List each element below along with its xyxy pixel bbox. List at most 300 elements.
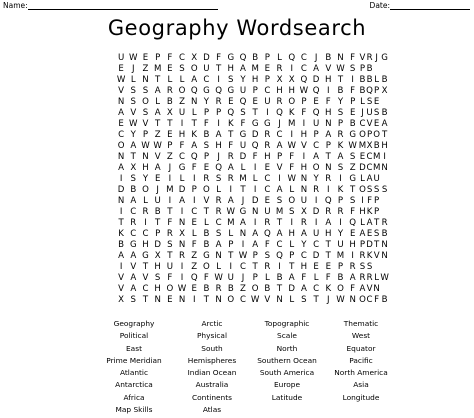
grid-letter[interactable]: P <box>289 251 295 262</box>
grid-letter[interactable]: R <box>215 284 222 295</box>
grid-letter[interactable]: U <box>117 53 125 63</box>
grid-letter[interactable]: V <box>130 108 137 119</box>
grid-letter[interactable]: B <box>264 284 271 295</box>
grid-letter[interactable]: P <box>359 240 366 251</box>
grid-letter[interactable]: B <box>203 229 210 240</box>
grid-letter[interactable]: I <box>327 185 330 196</box>
grid-letter[interactable]: R <box>337 130 344 141</box>
grid-letter[interactable]: O <box>203 262 210 273</box>
grid-letter[interactable]: N <box>276 295 283 306</box>
grid-letter[interactable]: J <box>241 196 245 207</box>
grid-letter[interactable]: R <box>215 97 222 108</box>
date-line[interactable] <box>390 2 470 10</box>
grid-letter[interactable]: Z <box>166 152 173 163</box>
grid-letter[interactable]: C <box>239 295 246 306</box>
grid-letter[interactable]: J <box>217 152 220 163</box>
grid-letter[interactable]: Q <box>190 86 198 97</box>
grid-letter[interactable]: A <box>191 75 198 86</box>
grid-letter[interactable]: F <box>301 273 307 284</box>
grid-letter[interactable]: G <box>349 174 356 185</box>
grid-letter[interactable]: A <box>240 64 246 75</box>
grid-letter[interactable]: P <box>264 75 270 86</box>
grid-letter[interactable]: H <box>300 130 308 141</box>
grid-letter[interactable]: H <box>349 240 356 251</box>
grid-letter[interactable]: F <box>203 119 209 130</box>
grid-letter[interactable]: R <box>130 218 137 229</box>
grid-letter[interactable]: O <box>359 185 366 196</box>
grid-letter[interactable]: L <box>240 163 246 174</box>
grid-letter[interactable]: C <box>179 53 186 63</box>
grid-letter[interactable]: L <box>130 75 136 86</box>
grid-letter[interactable]: V <box>118 86 125 97</box>
grid-letter[interactable]: P <box>155 53 161 63</box>
grid-letter[interactable]: L <box>155 97 161 108</box>
grid-letter[interactable]: F <box>216 53 222 63</box>
grid-letter[interactable]: T <box>325 251 331 262</box>
grid-letter[interactable]: O <box>142 185 149 196</box>
grid-letter[interactable]: F <box>264 240 270 251</box>
grid-letter[interactable]: L <box>289 185 295 196</box>
grid-letter[interactable]: B <box>366 75 373 86</box>
grid-letter[interactable]: B <box>325 53 332 63</box>
grid-letter[interactable]: S <box>130 97 137 108</box>
grid-letter[interactable]: S <box>366 185 373 196</box>
grid-letter[interactable]: H <box>142 240 149 251</box>
grid-letter[interactable]: F <box>374 295 380 306</box>
grid-letter[interactable]: B <box>118 240 125 251</box>
grid-letter[interactable]: P <box>374 196 380 207</box>
grid-letter[interactable]: E <box>191 284 197 295</box>
grid-letter[interactable]: C <box>264 86 271 97</box>
grid-letter[interactable]: M <box>372 152 381 163</box>
grid-letter[interactable]: O <box>288 97 296 108</box>
grid-letter[interactable]: I <box>119 262 123 273</box>
grid-letter[interactable]: N <box>251 207 259 218</box>
grid-letter[interactable]: D <box>288 284 296 295</box>
grid-letter[interactable]: L <box>252 174 258 185</box>
grid-letter[interactable]: L <box>374 273 380 284</box>
grid-letter[interactable]: P <box>203 152 209 163</box>
grid-letter[interactable]: W <box>129 53 138 63</box>
grid-letter[interactable]: E <box>359 152 366 163</box>
grid-letter[interactable]: E <box>313 97 319 108</box>
grid-letter[interactable]: Y <box>142 174 149 185</box>
grid-letter[interactable]: T <box>167 207 173 218</box>
grid-letter[interactable]: H <box>288 229 295 240</box>
grid-letter[interactable]: I <box>192 196 196 207</box>
grid-letter[interactable]: P <box>359 64 366 75</box>
grid-letter[interactable]: T <box>130 152 136 163</box>
grid-letter[interactable]: A <box>276 141 283 152</box>
grid-letter[interactable]: V <box>373 251 380 262</box>
grid-letter[interactable]: B <box>349 119 356 130</box>
grid-letter[interactable]: T <box>337 75 344 86</box>
grid-letter[interactable]: L <box>313 273 319 284</box>
grid-letter[interactable]: F <box>289 163 295 174</box>
grid-letter[interactable]: T <box>167 251 173 262</box>
grid-letter[interactable]: A <box>118 251 125 262</box>
grid-letter[interactable]: E <box>349 108 356 119</box>
grid-letter[interactable]: M <box>251 64 259 75</box>
grid-letter[interactable]: P <box>167 141 173 152</box>
grid-letter[interactable]: N <box>381 251 388 262</box>
grid-letter[interactable]: X <box>179 229 185 240</box>
grid-letter[interactable]: F <box>252 152 258 163</box>
grid-letter[interactable]: P <box>191 185 197 196</box>
grid-letter[interactable]: H <box>154 284 161 295</box>
grid-letter[interactable]: L <box>143 196 148 207</box>
grid-letter[interactable]: R <box>359 273 366 284</box>
grid-letter[interactable]: F <box>350 284 356 295</box>
grid-letter[interactable]: F <box>203 273 209 284</box>
grid-letter[interactable]: T <box>228 251 234 262</box>
grid-letter[interactable]: K <box>288 108 295 119</box>
grid-letter[interactable]: C <box>142 229 149 240</box>
grid-letter[interactable]: Q <box>190 152 198 163</box>
grid-letter[interactable]: I <box>278 262 281 273</box>
grid-letter[interactable]: A <box>227 163 234 174</box>
grid-letter[interactable]: A <box>325 218 332 229</box>
grid-letter[interactable]: E <box>264 64 271 75</box>
grid-letter[interactable]: T <box>142 262 149 273</box>
grid-letter[interactable]: G <box>203 86 210 97</box>
grid-letter[interactable]: Q <box>215 163 222 174</box>
grid-letter[interactable]: Z <box>191 251 198 262</box>
grid-letter[interactable]: P <box>325 141 331 152</box>
grid-letter[interactable]: T <box>240 185 246 196</box>
grid-letter[interactable]: D <box>239 152 247 163</box>
grid-letter[interactable]: C <box>313 284 320 295</box>
grid-letter[interactable]: F <box>289 152 295 163</box>
grid-letter[interactable]: Y <box>203 97 210 108</box>
grid-letter[interactable]: I <box>253 163 257 174</box>
grid-letter[interactable]: M <box>372 163 381 174</box>
grid-letter[interactable]: U <box>166 262 173 273</box>
grid-letter[interactable]: I <box>361 196 364 207</box>
grid-letter[interactable]: R <box>349 262 356 273</box>
grid-letter[interactable]: Q <box>312 108 320 119</box>
grid-letter[interactable]: I <box>266 108 269 119</box>
grid-letter[interactable]: N <box>142 75 149 86</box>
grid-letter[interactable]: S <box>337 108 344 119</box>
grid-letter[interactable]: C <box>313 141 320 152</box>
grid-letter[interactable]: M <box>227 218 235 229</box>
grid-letter[interactable]: B <box>359 75 366 86</box>
grid-letter[interactable]: S <box>130 174 137 185</box>
grid-letter[interactable]: C <box>300 251 307 262</box>
grid-letter[interactable]: P <box>252 273 258 284</box>
grid-letter[interactable]: V <box>359 53 366 63</box>
grid-letter[interactable]: M <box>153 64 162 75</box>
grid-letter[interactable]: X <box>381 86 388 97</box>
grid-letter[interactable]: G <box>239 130 247 141</box>
grid-letter[interactable]: N <box>191 97 198 108</box>
grid-letter[interactable]: X <box>288 75 295 86</box>
grid-letter[interactable]: Q <box>288 53 296 63</box>
grid-letter[interactable]: S <box>215 229 222 240</box>
grid-letter[interactable]: C <box>191 207 198 218</box>
grid-letter[interactable]: L <box>179 174 185 185</box>
grid-letter[interactable]: I <box>168 196 172 207</box>
grid-letter[interactable]: B <box>276 273 283 284</box>
grid-letter[interactable]: U <box>312 229 320 240</box>
grid-letter[interactable]: S <box>142 108 149 119</box>
grid-letter[interactable]: E <box>167 64 173 75</box>
grid-letter[interactable]: X <box>366 141 373 152</box>
grid-letter[interactable]: A <box>313 64 320 75</box>
grid-letter[interactable]: C <box>239 262 246 273</box>
grid-letter[interactable]: E <box>373 97 380 108</box>
grid-letter[interactable]: R <box>381 218 388 229</box>
grid-letter[interactable]: I <box>180 273 184 284</box>
grid-letter[interactable]: R <box>337 207 344 218</box>
grid-letter[interactable]: Q <box>239 97 247 108</box>
grid-letter[interactable]: R <box>227 174 234 185</box>
grid-letter[interactable]: E <box>313 262 319 273</box>
grid-letter[interactable]: A <box>349 273 356 284</box>
grid-letter[interactable]: I <box>119 207 123 218</box>
grid-letter[interactable]: V <box>118 284 125 295</box>
grid-letter[interactable]: Q <box>276 251 283 262</box>
grid-letter[interactable]: H <box>154 262 161 273</box>
grid-letter[interactable]: E <box>167 295 173 306</box>
grid-letter[interactable]: W <box>238 251 248 262</box>
grid-letter[interactable]: A <box>227 196 234 207</box>
grid-letter[interactable]: I <box>302 152 306 163</box>
grid-letter[interactable]: W <box>250 295 260 306</box>
grid-letter[interactable]: V <box>142 273 149 284</box>
grid-letter[interactable]: X <box>154 251 161 262</box>
grid-letter[interactable]: S <box>359 262 366 273</box>
grid-letter[interactable]: I <box>229 185 233 196</box>
grid-letter[interactable]: L <box>179 75 185 86</box>
grid-letter[interactable]: F <box>350 53 356 63</box>
grid-letter[interactable]: B <box>203 240 210 251</box>
grid-letter[interactable]: N <box>215 295 222 306</box>
grid-letter[interactable]: Z <box>240 284 246 295</box>
grid-letter[interactable]: H <box>178 130 186 141</box>
grid-letter[interactable]: K <box>366 207 373 218</box>
grid-letter[interactable]: H <box>264 152 271 163</box>
grid-letter[interactable]: S <box>179 64 185 75</box>
grid-letter[interactable]: A <box>252 240 259 251</box>
grid-letter[interactable]: F <box>325 273 331 284</box>
grid-letter[interactable]: R <box>166 86 173 97</box>
grid-letter[interactable]: S <box>381 185 388 196</box>
grid-letter[interactable]: D <box>203 53 210 63</box>
grid-letter[interactable]: V <box>325 64 332 75</box>
grid-letter[interactable]: T <box>350 185 356 196</box>
grid-letter[interactable]: C <box>130 207 137 218</box>
grid-letter[interactable]: L <box>264 273 270 284</box>
grid-letter[interactable]: N <box>300 185 308 196</box>
grid-letter[interactable]: Q <box>324 196 332 207</box>
grid-letter[interactable]: N <box>373 284 380 295</box>
grid-letter[interactable]: H <box>325 229 332 240</box>
grid-letter[interactable]: H <box>276 86 283 97</box>
grid-letter[interactable]: Q <box>312 86 320 97</box>
grid-letter[interactable]: A <box>252 229 259 240</box>
grid-letter[interactable]: O <box>359 295 366 306</box>
grid-letter[interactable]: A <box>130 141 137 152</box>
grid-letter[interactable]: R <box>359 251 366 262</box>
grid-letter[interactable]: S <box>276 196 283 207</box>
grid-letter[interactable]: R <box>179 251 186 262</box>
grid-letter[interactable]: G <box>227 53 235 63</box>
grid-letter[interactable]: V <box>203 196 210 207</box>
grid-letter[interactable]: V <box>154 152 161 163</box>
grid-letter[interactable]: L <box>191 229 197 240</box>
grid-letter[interactable]: A <box>325 130 332 141</box>
grid-letter[interactable]: L <box>360 97 365 108</box>
name-line[interactable] <box>28 2 218 10</box>
grid-letter[interactable]: C <box>118 130 125 141</box>
grid-letter[interactable]: M <box>239 174 247 185</box>
grid-letter[interactable]: J <box>361 108 364 119</box>
grid-letter[interactable]: P <box>366 130 373 141</box>
grid-letter[interactable]: O <box>359 130 366 141</box>
grid-letter[interactable]: I <box>290 218 293 229</box>
grid-letter[interactable]: N <box>178 240 186 251</box>
grid-letter[interactable]: F <box>167 273 173 284</box>
grid-letter[interactable]: I <box>144 218 147 229</box>
grid-letter[interactable]: I <box>168 174 172 185</box>
grid-letter[interactable]: I <box>192 174 196 185</box>
grid-letter[interactable]: U <box>366 108 373 119</box>
grid-letter[interactable]: T <box>191 119 197 130</box>
grid-letter[interactable]: R <box>313 185 320 196</box>
grid-letter[interactable]: B <box>130 185 137 196</box>
grid-letter[interactable]: I <box>290 64 293 75</box>
grid-letter[interactable]: A <box>130 196 137 207</box>
grid-letter[interactable]: R <box>366 273 373 284</box>
grid-letter[interactable]: V <box>130 262 137 273</box>
grid-letter[interactable]: U <box>312 119 320 130</box>
grid-letter[interactable]: Q <box>349 218 357 229</box>
grid-letter[interactable]: S <box>154 273 161 284</box>
grid-letter[interactable]: U <box>239 141 247 152</box>
grid-letter[interactable]: G <box>142 251 149 262</box>
date-field[interactable] <box>370 1 470 10</box>
grid-letter[interactable]: A <box>337 152 344 163</box>
grid-letter[interactable]: R <box>276 64 283 75</box>
grid-letter[interactable]: L <box>216 262 221 273</box>
grid-letter[interactable]: E <box>366 229 373 240</box>
grid-letter[interactable]: P <box>301 97 307 108</box>
grid-letter[interactable]: Z <box>191 262 198 273</box>
grid-letter[interactable]: Q <box>263 229 271 240</box>
grid-letter[interactable]: A <box>366 174 373 185</box>
grid-letter[interactable]: S <box>301 295 307 306</box>
grid-letter[interactable]: O <box>251 284 259 295</box>
grid-letter[interactable]: J <box>168 163 172 174</box>
grid-letter[interactable]: R <box>325 174 332 185</box>
grid-letter[interactable]: G <box>227 86 235 97</box>
grid-letter[interactable]: I <box>180 207 184 218</box>
grid-letter[interactable]: W <box>287 141 296 152</box>
grid-letter[interactable]: T <box>203 207 210 218</box>
grid-letter[interactable]: Y <box>337 97 344 108</box>
grid-letter[interactable]: T <box>155 218 161 229</box>
grid-letter[interactable]: S <box>264 251 271 262</box>
grid-letter[interactable]: R <box>300 218 307 229</box>
grid-letter[interactable]: O <box>373 130 381 141</box>
grid-letter[interactable]: A <box>215 240 222 251</box>
grid-letter[interactable]: A <box>118 163 125 174</box>
grid-letter[interactable]: L <box>360 218 365 229</box>
grid-letter[interactable]: F <box>325 97 331 108</box>
grid-letter[interactable]: D <box>359 163 366 174</box>
grid-letter[interactable]: E <box>154 174 161 185</box>
grid-letter[interactable]: B <box>381 108 388 119</box>
grid-letter[interactable]: G <box>251 119 259 130</box>
grid-letter[interactable]: X <box>118 295 125 306</box>
grid-letter[interactable]: D <box>312 207 320 218</box>
grid-letter[interactable]: W <box>129 119 138 130</box>
grid-letter[interactable]: H <box>381 141 388 152</box>
grid-letter[interactable]: W <box>299 86 309 97</box>
grid-letter[interactable]: I <box>229 262 233 273</box>
grid-letter[interactable]: I <box>180 119 184 130</box>
grid-letter[interactable]: X <box>191 53 198 63</box>
grid-letter[interactable]: L <box>289 240 295 251</box>
grid-letter[interactable]: D <box>312 251 320 262</box>
grid-letter[interactable]: H <box>251 75 259 86</box>
grid-letter[interactable]: A <box>381 119 388 130</box>
grid-letter[interactable]: C <box>264 185 271 196</box>
grid-letter[interactable]: R <box>215 196 222 207</box>
grid-letter[interactable]: M <box>358 141 367 152</box>
grid-letter[interactable]: Q <box>300 75 308 86</box>
grid-letter[interactable]: W <box>214 273 223 284</box>
grid-letter[interactable]: E <box>118 119 124 130</box>
grid-letter[interactable]: C <box>276 130 283 141</box>
grid-letter[interactable]: Q <box>190 273 198 284</box>
grid-letter[interactable]: W <box>153 141 162 152</box>
grid-letter[interactable]: D <box>251 196 259 207</box>
grid-letter[interactable]: P <box>142 130 149 141</box>
grid-letter[interactable]: K <box>337 185 344 196</box>
grid-letter[interactable]: U <box>264 207 271 218</box>
grid-letter[interactable]: G <box>381 53 388 63</box>
grid-letter[interactable]: Y <box>301 240 307 251</box>
grid-letter[interactable]: T <box>155 119 161 130</box>
grid-letter[interactable]: S <box>130 295 137 306</box>
grid-letter[interactable]: A <box>300 284 307 295</box>
grid-letter[interactable]: S <box>373 185 380 196</box>
grid-letter[interactable]: O <box>166 284 174 295</box>
grid-letter[interactable]: D <box>312 75 320 86</box>
grid-letter[interactable]: A <box>276 229 283 240</box>
grid-letter[interactable]: U <box>264 97 271 108</box>
grid-letter[interactable]: R <box>215 207 222 218</box>
grid-letter[interactable]: S <box>349 152 356 163</box>
grid-letter[interactable]: L <box>204 218 209 229</box>
grid-letter[interactable]: R <box>264 262 271 273</box>
grid-letter[interactable]: I <box>217 75 220 86</box>
grid-letter[interactable]: R <box>264 218 271 229</box>
grid-letter[interactable]: I <box>327 86 330 97</box>
grid-letter[interactable]: F <box>367 196 373 207</box>
grid-letter[interactable]: C <box>276 240 283 251</box>
grid-letter[interactable]: A <box>154 86 161 97</box>
grid-letter[interactable]: O <box>117 141 125 152</box>
grid-letter[interactable]: S <box>240 108 246 119</box>
grid-letter[interactable]: U <box>178 108 186 119</box>
grid-letter[interactable]: B <box>227 284 234 295</box>
grid-letter[interactable]: E <box>373 119 380 130</box>
grid-letter[interactable]: T <box>374 240 380 251</box>
